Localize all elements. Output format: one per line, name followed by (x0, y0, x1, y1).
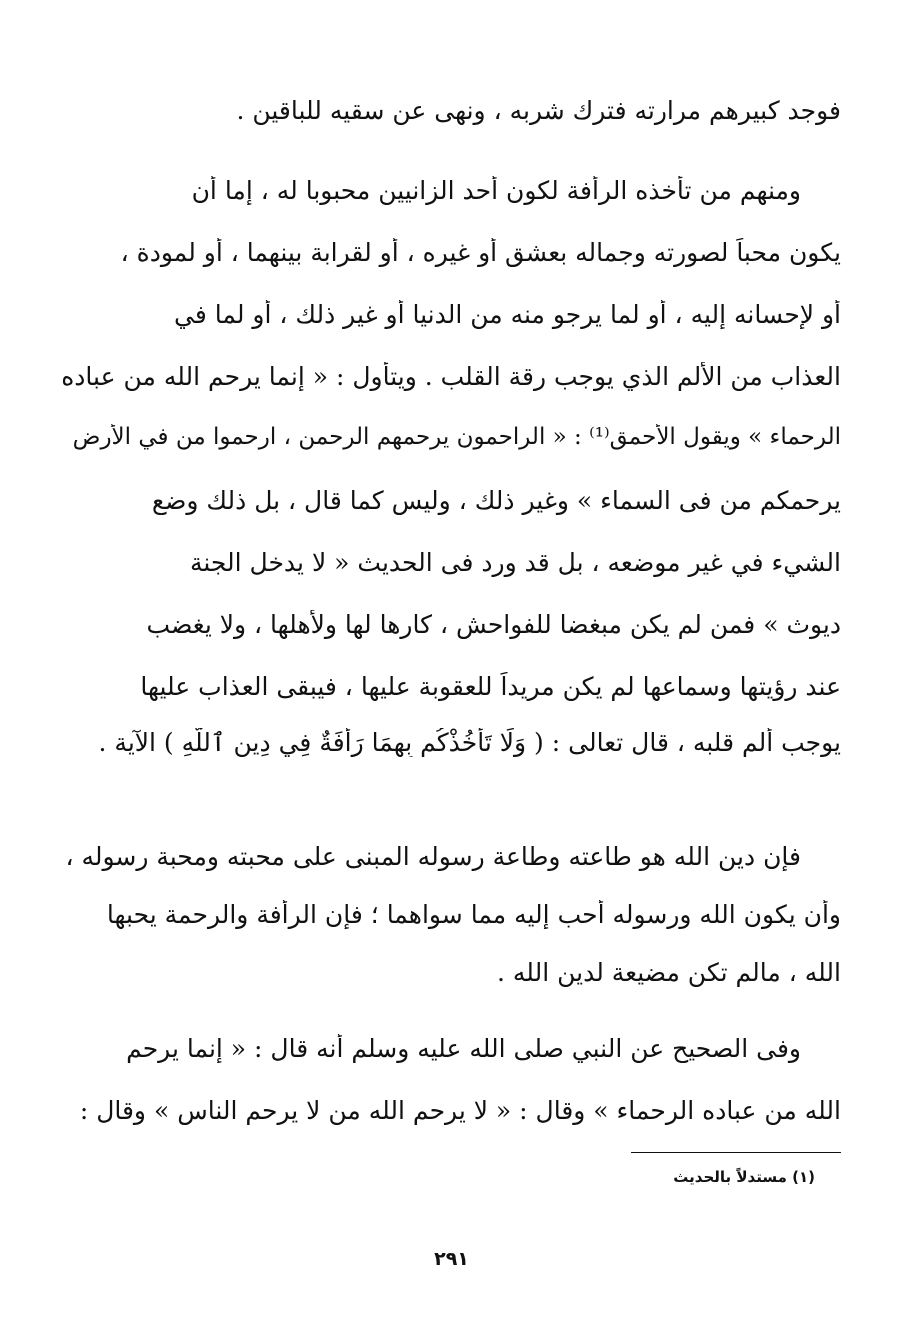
text-line: يكون محباً لصورته وجماله بعشق أو غيره ، أو لقرابة بينهما ، أو لمودة ، (120, 238, 841, 267)
text-line: وفى الصحيح عن النبي صلى الله عليه وسلم أنه قال : « إنما يرحم (126, 1034, 801, 1063)
text-line: أو لإحسانه إليه ، أو لما يرجو منه من الدنيا أو غير ذلك ، أو لما في (174, 300, 841, 329)
text-line: الله من عباده الرحماء » وقال : « لا يرحم الله من لا يرحم الناس » وقال : (79, 1096, 841, 1125)
text-line: فإن دين الله هو طاعته وطاعة رسوله المبنى على محبته ومحبة رسوله ، (65, 842, 801, 871)
footnote-separator (631, 1152, 841, 1153)
text-line: الله ، مالم تكن مضيعة لدين الله . (497, 958, 841, 987)
text-line-with-quran-verse: يوجب ألم قلبه ، قال تعالى : ( وَلَا تَأْخُذْكُم بِهِمَا رَأْفَةٌ فِي دِينِ ٱللَّهِ ) الآية . (98, 728, 841, 757)
text-line: العذاب من الألم الذي يوجب رقة القلب . ويتأول : « إنما يرحم الله من عباده (61, 362, 841, 391)
page-number: ٢٩١ (434, 1248, 469, 1270)
text-line: وأن يكون الله ورسوله أحب إليه مما سواهما ؛ فإن الرأفة والرحمة يحبها (106, 900, 841, 929)
text-line: ومنهم من تأخذه الرأفة لكون أحد الزانيين محبوبا له ، إما أن (191, 176, 801, 205)
text-line: الشيء في غير موضعه ، بل قد ورد فى الحديث « لا يدخل الجنة (189, 548, 841, 577)
footnote: (١) مستدلاً بالحديث (673, 1168, 815, 1186)
text-line: الرحماء » ويقول الأحمق⁽¹⁾ : « الراحمون يرحمهم الرحمن ، ارحموا من في الأرض (72, 424, 841, 450)
text-line: فوجد كبيرهم مرارته فترك شربه ، ونهى عن سقيه للباقين . (236, 96, 841, 125)
text-line: يرحمكم من فى السماء » وغير ذلك ، وليس كما قال ، بل ذلك وضع (151, 486, 841, 515)
text-line: ديوث » فمن لم يكن مبغضا للفواحش ، كارها لها ولأهلها ، ولا يغضب (146, 610, 841, 639)
text-line: عند رؤيتها وسماعها لم يكن مريداً للعقوبة عليها ، فيبقى العذاب عليها (140, 672, 841, 701)
